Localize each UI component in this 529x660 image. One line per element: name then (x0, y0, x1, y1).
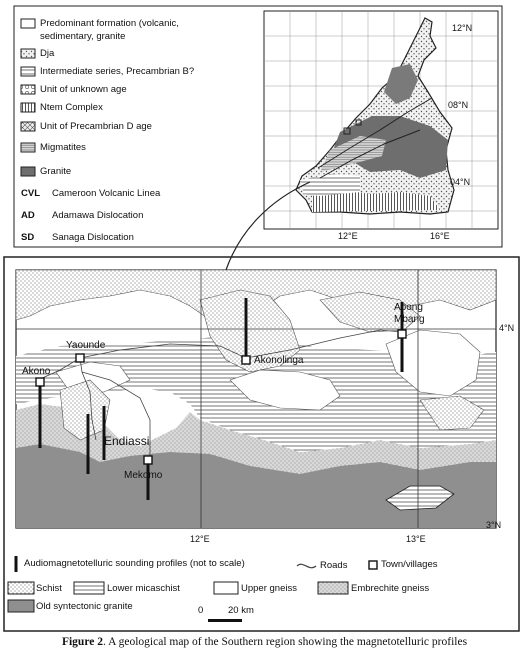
main-lat-3n: 3°N (486, 520, 502, 530)
inset-lat-12n: 12°N (452, 23, 473, 33)
scale-bar (208, 619, 242, 622)
main-lon-13e: 13°E (406, 534, 426, 544)
legend-sd-abbr: SD (21, 232, 35, 243)
swatch-dja (21, 49, 35, 58)
inset-lon-16e: 16°E (430, 231, 450, 241)
figure-caption-text: . A geological map of the Southern region showing the magnetotelluric profiles (102, 636, 468, 648)
swatch-ntem (21, 103, 35, 112)
upper-gneiss-swatch (214, 582, 238, 594)
legend-sd-text: Sanaga Dislocation (52, 232, 134, 243)
legend-predominant-label-2: sedimentary, granite (40, 31, 126, 42)
main-lat-4n: 4°N (499, 323, 515, 333)
town-label-yaounde: Yaounde (66, 340, 106, 351)
micaschist-swatch (74, 582, 104, 594)
legend-ad-abbr: AD (21, 210, 35, 221)
legend-precambrian-d-label: Unit of Precambrian D age (40, 121, 152, 132)
legend-predominant-label: Predominant formation (volcanic, (40, 18, 179, 29)
figure-caption (0, 636, 529, 648)
legend-embrechite-label: Embrechite gneiss (351, 583, 430, 594)
legend-dja-label: Dja (40, 48, 55, 59)
town-label-akonolinga: Akonolinga (254, 355, 304, 366)
town-label-mekomo: Mekomo (124, 470, 163, 481)
swatch-predominant (21, 19, 35, 28)
figure-caption-label: Figure 2 (61, 636, 103, 648)
swatch-migmatites (21, 143, 35, 152)
legend-ad-text: Adamawa Dislocation (52, 210, 144, 221)
town-label-mbang: Mbang (394, 314, 425, 325)
main-geological-map (4, 257, 519, 631)
legend-ntem-label: Ntem Complex (40, 102, 103, 113)
legend-unknown-age-label: Unit of unknown age (40, 84, 127, 95)
town-marker-yaounde (76, 354, 84, 362)
swatch-intermediate (21, 67, 35, 76)
embrechite-swatch (318, 582, 348, 594)
legend-cvl-abbr: CVL (21, 188, 40, 199)
town-label-akono: Akono (22, 366, 51, 377)
legend-granite-label-bottom: Old syntectonic granite (36, 601, 133, 612)
roads-legend-symbol (297, 564, 316, 567)
town-label-abong: Abong (394, 302, 423, 313)
legend-migmatites-label: Migmatites (40, 142, 86, 153)
inset-lat-04n: 04°N (450, 177, 471, 187)
swatch-precambrian-d (21, 122, 35, 131)
town-marker-mekomo (144, 456, 152, 464)
swatch-granite (21, 167, 35, 176)
legend-micaschist-label: Lower micaschist (107, 583, 180, 594)
legend-schist-label: Schist (36, 583, 62, 594)
scale-zero-label: 0 (198, 605, 204, 616)
schist-swatch (8, 582, 34, 594)
legend-upper-gneiss-label: Upper gneiss (241, 583, 297, 594)
town-marker-abong-mbang (398, 330, 406, 338)
legend-cvl-text: Cameroon Volcanic Linea (52, 188, 161, 199)
legend-roads-label: Roads (320, 560, 348, 571)
town-marker-akonolinga (242, 356, 250, 364)
swatch-unknown-age (21, 85, 35, 94)
granite-swatch (8, 600, 34, 612)
town-marker-akono (36, 378, 44, 386)
town-legend-symbol (369, 561, 377, 569)
inset-map (264, 11, 498, 229)
legend-intermediate-label: Intermediate series, Precambrian B? (40, 66, 195, 77)
legend-granite-label: Granite (40, 166, 72, 177)
inset-lon-12e: 12°E (338, 231, 358, 241)
town-label-endiassi: Endiassi (104, 434, 150, 448)
legend-profiles-label: Audiomagnetotelluric sounding profiles (not to scale) (24, 558, 245, 569)
scale-km-label: 20 km (228, 605, 254, 616)
legend-town-label: Town/villages (381, 559, 438, 570)
inset-lat-08n: 08°N (448, 100, 469, 110)
main-lon-12e: 12°E (190, 534, 210, 544)
